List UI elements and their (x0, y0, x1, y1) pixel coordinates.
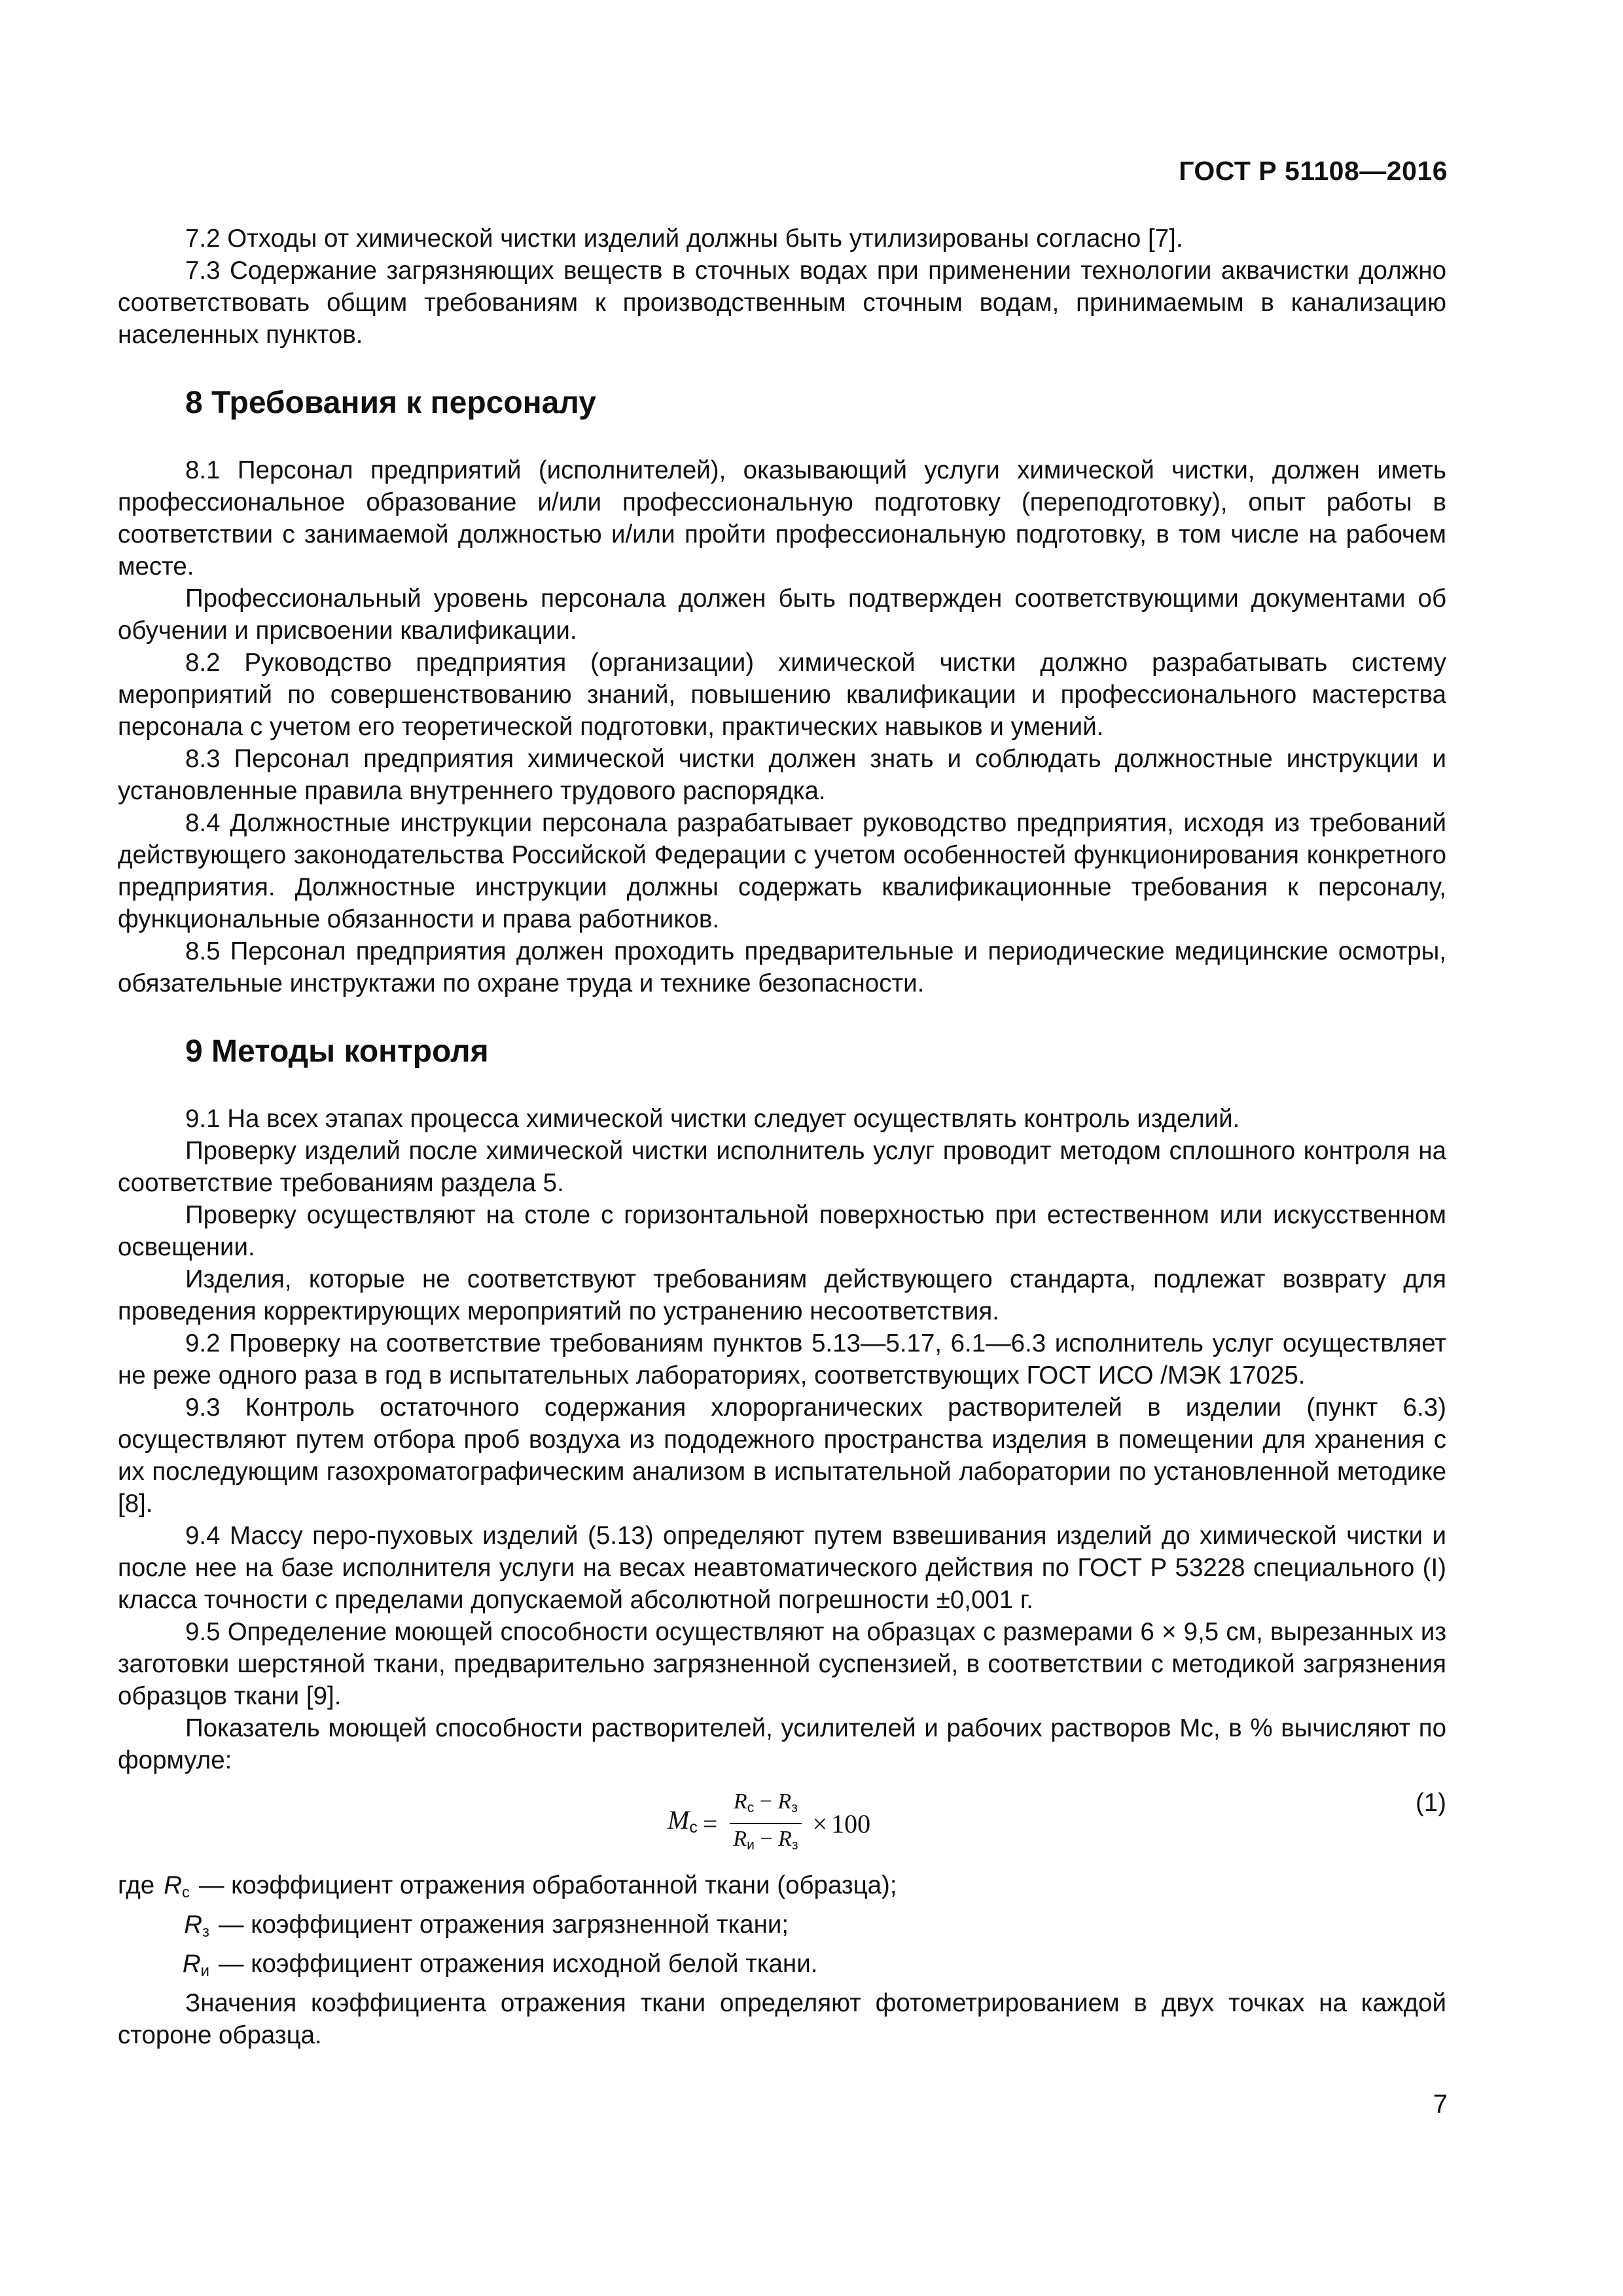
paragraph-8-2: 8.2 Руководство предприятия (организации) химической чистки должно разрабатывать систему мероприятий по совершенствованию знаний, повышению квалификации и профессионального мастерства персонала с учетом его теоретической подготовки, практических навыков и умений. (118, 649, 1446, 741)
formula-denominator: $R_и - R_з$ (733, 1827, 798, 1853)
paragraph-7-3: 7.3 Содержание загрязняющих веществ в сточных водах при применении технологии аквачистки должно соответствовать общим требованиям к производственным сточным водам, принимаемым в канализацию населенных пунктов. (118, 257, 1446, 349)
legend-row-rz (118, 1909, 1446, 1948)
paragraph-9-5: 9.5 Определение моющей способности осуществляют на образцах с размерами 6 × 9,5 см, вырезанных из заготовки шерстяной ткани, предварительно загрязненной суспензией, в соответствии с методикой загрязнения образцов ткани [9]. (118, 1618, 1446, 1710)
formula-lhs: $M_с$ (668, 1804, 698, 1837)
legend-text-rc: — коэффициент отражения обработанной ткани (образца); (198, 1871, 897, 1899)
paragraph-9-1-d: Изделия, которые не соответствуют требованиям действующего стандарта, подлежат возврату для проведения корректирующих мероприятий по устранению несоответствия. (118, 1265, 1446, 1325)
formula-times: × (812, 1808, 828, 1839)
legend-text-rz: — коэффициент отражения загрязненной ткани; (219, 1910, 789, 1939)
paragraph-8-4: 8.4 Должностные инструкции персонала разрабатывает руководство предприятия, исходя из требований действующего законодательства Российской Федерации с учетом особенностей функционирования конкретного предприятия. Должностные инструкции должны содержать квалификационные требования к персоналу, функциональные обязанности и права работников. (118, 809, 1446, 933)
formula-factor: 100 (831, 1808, 871, 1839)
page-number: 7 (1433, 2090, 1448, 2119)
formula (668, 1788, 870, 1859)
paragraph-9-1: 9.1 На всех этапах процесса химической чистки следует осуществлять контроль изделий. (185, 1105, 1240, 1133)
legend-text-ri: — коэффициент отражения исходной белой ткани. (219, 1949, 818, 1978)
section-8-title: 8 Требования к персоналу (185, 386, 596, 420)
paragraph-8-1-b: Профессиональный уровень персонала должен быть подтвержден соответствующими документами об обучении и присвоении квалификации. (118, 584, 1446, 645)
page-content (118, 223, 1446, 2051)
formula-number: (1) (1415, 1789, 1446, 1817)
paragraph-9-3: 9.3 Контроль остаточного содержания хлорорганических растворителей в изделии (пункт 6.3) осуществляют путем отбора проб воздуха из пододежного пространства изделия в помещении для хранения с их последующим газохроматографическим анализом в испытательной лаборатории по установленной методике [8]. (118, 1393, 1446, 1518)
paragraph-7-2: 7.2 Отходы от химической чистки изделий должны быть утилизированы согласно [7]. (185, 224, 1183, 253)
paragraph-closing: Значения коэффициента отражения ткани определяют фотометрированием в двух точках на каждой стороне образца. (118, 1988, 1446, 2049)
paragraph-9-5-b: Показатель моющей способности растворителей, усилителей и рабочих растворов Мс, в % вычисляют по формуле: (118, 1714, 1446, 1774)
section-9-title: 9 Методы контроля (185, 1034, 489, 1069)
formula-numerator: $R_с - R_з$ (730, 1788, 802, 1824)
legend-symbol-ri: $R_и$ (182, 1949, 209, 1980)
formula-legend (118, 1869, 1446, 1987)
legend-row-ri (118, 1948, 1446, 1987)
formula-block (118, 1782, 1446, 1867)
paragraph-8-5: 8.5 Персонал предприятия должен проходить предварительные и периодические медицинские осмотры, обязательные инструктажи по охране труда и технике безопасности. (118, 937, 1446, 997)
paragraph-9-1-b: Проверку изделий после химической чистки исполнитель услуг проводит методом сплошного контроля на соответствие требованиям раздела 5. (118, 1137, 1446, 1197)
paragraph-9-1-c: Проверку осуществляют на столе с горизонтальной поверхностью при естественном или искусственном освещении. (118, 1201, 1446, 1261)
legend-lead: где (118, 1871, 155, 1899)
legend-symbol-rz: $R_з$ (184, 1910, 209, 1941)
legend-symbol-rc: $R_с$ (164, 1871, 190, 1901)
paragraph-8-1: 8.1 Персонал предприятий (исполнителей), оказывающий услуги химической чистки, должен иметь профессиональное образование и/или профессиональную подготовку (переподготовку), опыт работы в соответствии с занимаемой должностью и/или пройти профессиональную подготовку, в том числе на рабочем месте. (118, 456, 1446, 581)
formula-equals: = (702, 1808, 718, 1839)
paragraph-9-2: 9.2 Проверку на соответствие требованиям пунктов 5.13—5.17, 6.1—6.3 исполнитель услуг осуществляет не реже одного раза в год в испытательных лабораториях, соответствующих ГОСТ ИСО /МЭК 17025. (118, 1329, 1446, 1390)
document-code: ГОСТ Р 51108—2016 (1179, 156, 1448, 186)
paragraph-8-3: 8.3 Персонал предприятия химической чистки должен знать и соблюдать должностные инструкции и установленные правила внутреннего трудового распорядка. (118, 745, 1446, 805)
legend-row-rc (118, 1869, 1446, 1909)
paragraph-9-4: 9.4 Массу перо-пуховых изделий (5.13) определяют путем взвешивания изделий до химической чистки и после нее на базе исполнителя услуги на весах неавтоматического действия по ГОСТ Р 53228 специального (I) класса точности с пределами допускаемой абсолютной погрешности ±0,001 г. (118, 1522, 1446, 1614)
formula-fraction (729, 1788, 802, 1859)
